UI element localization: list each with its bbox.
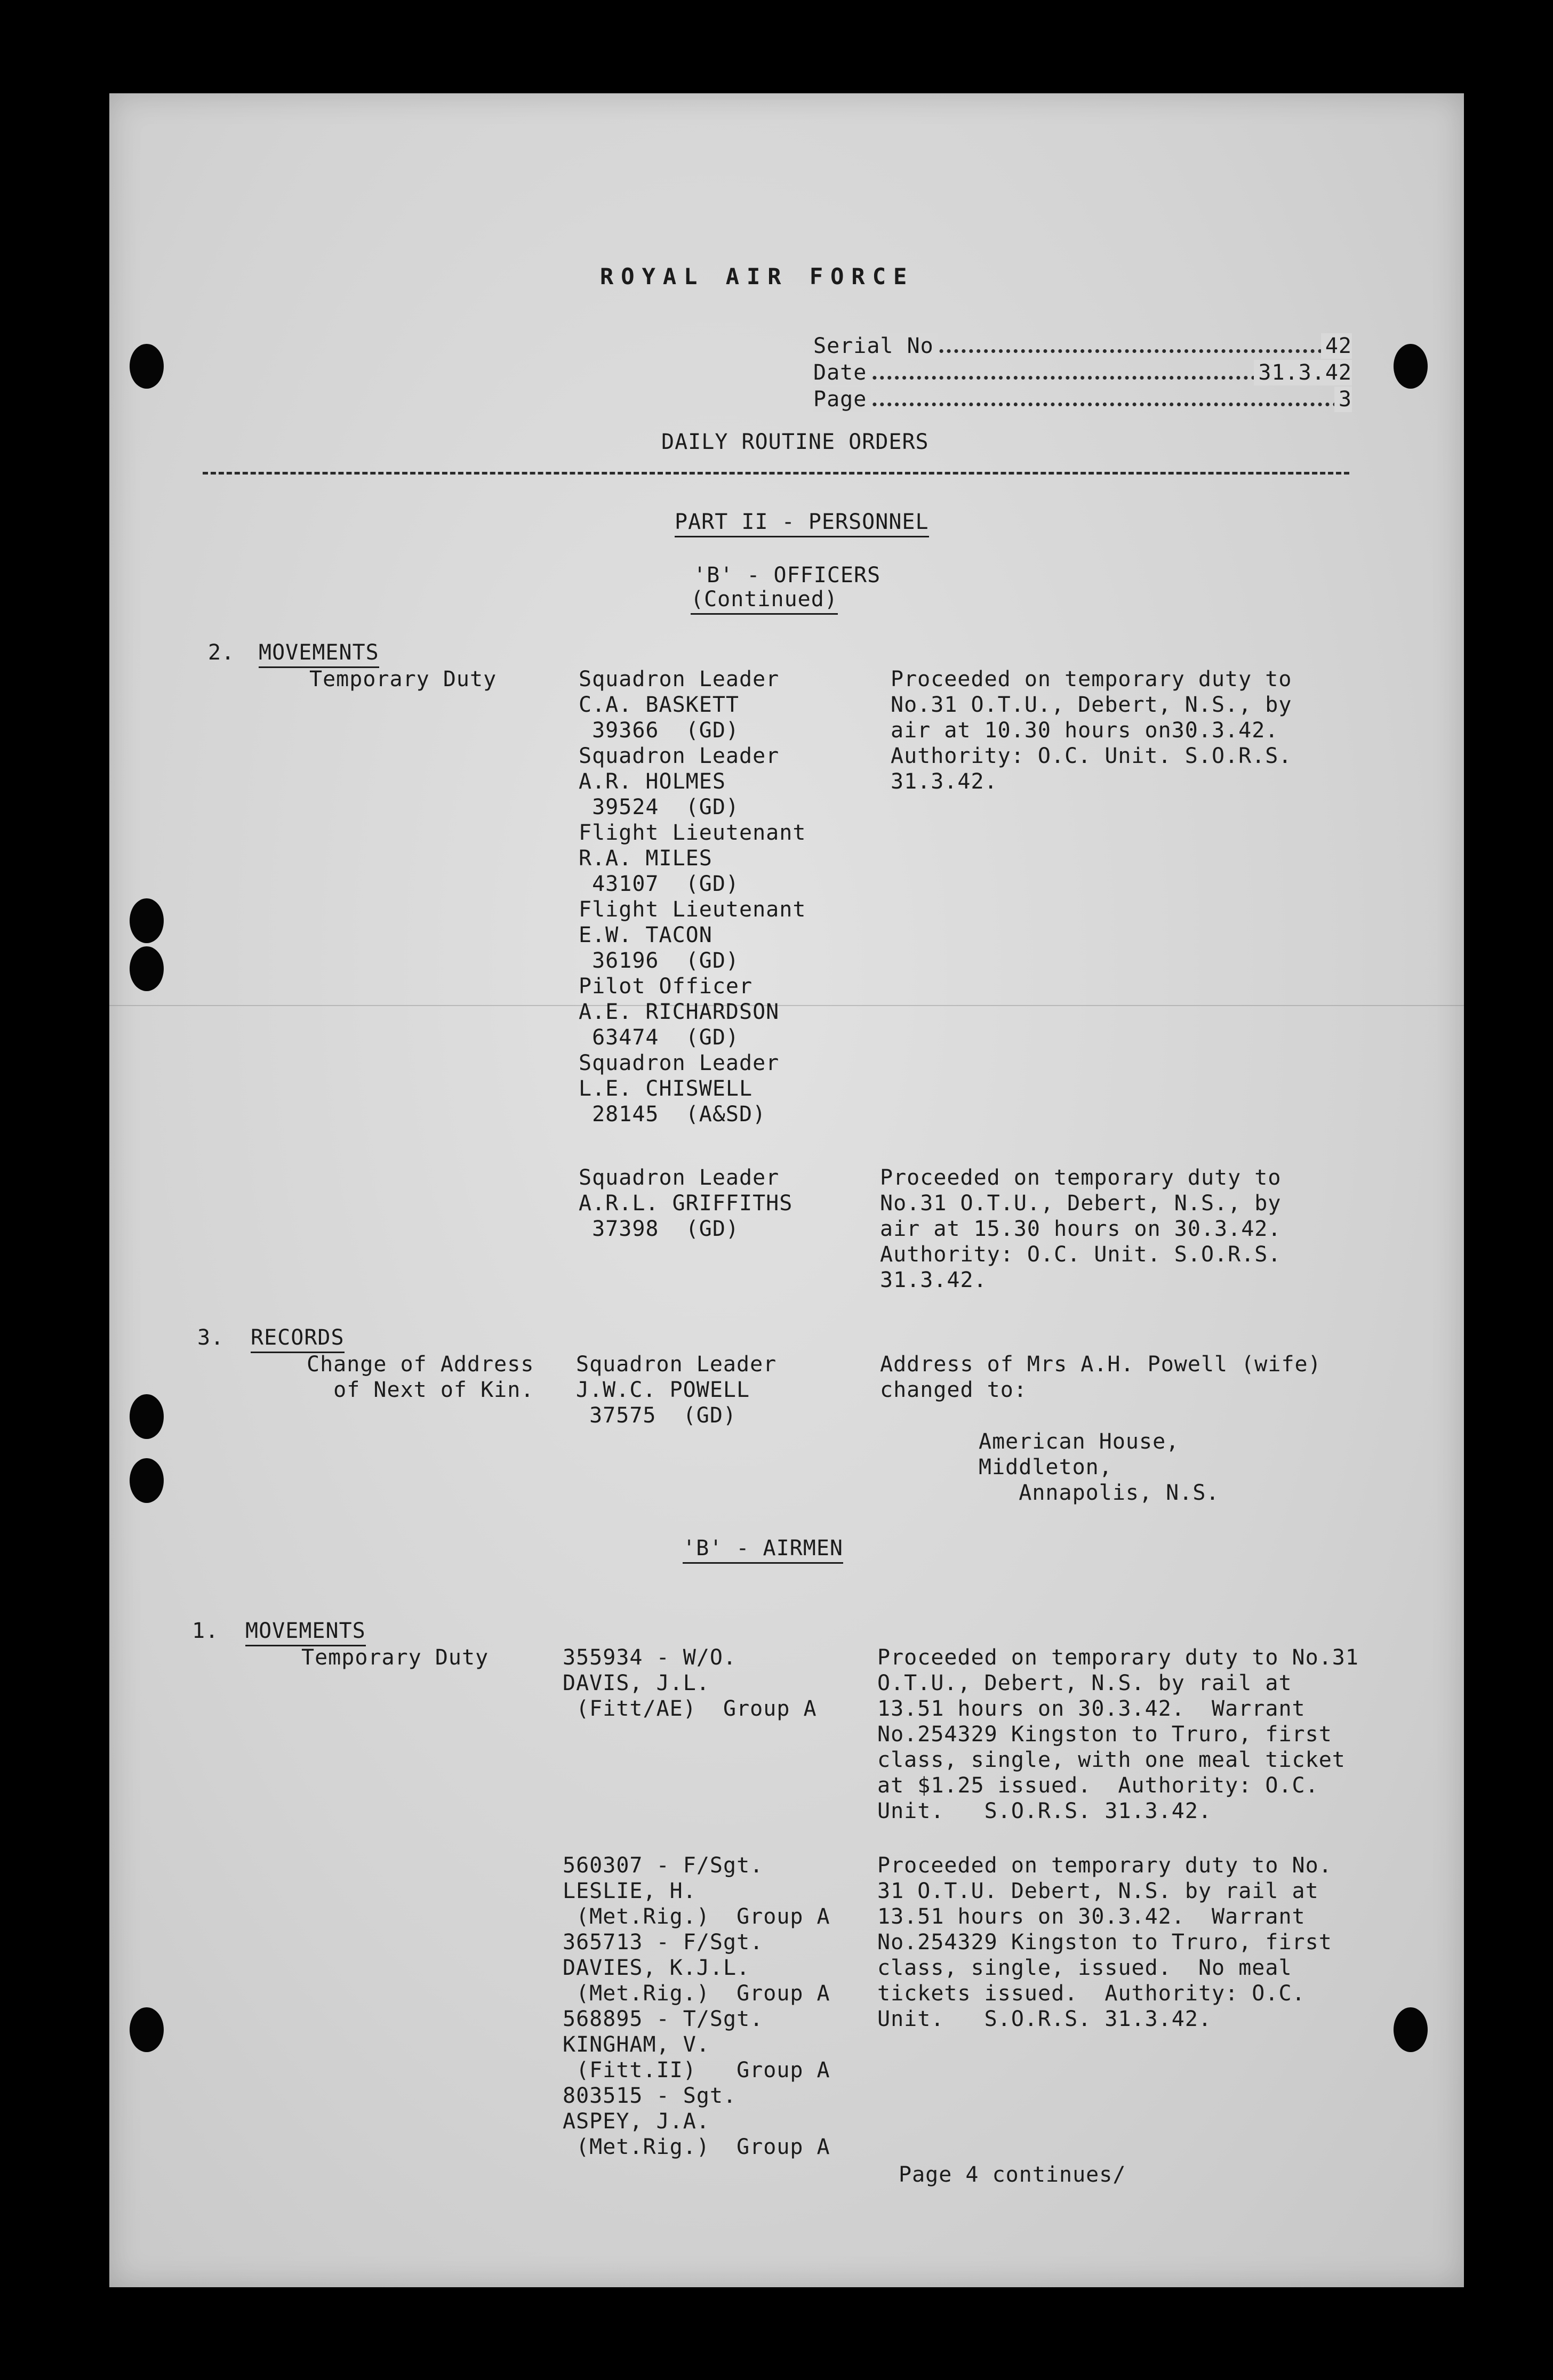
- punch-hole: [130, 1394, 164, 1439]
- officer-line: L.E. CHISWELL: [579, 1076, 753, 1101]
- remark-line: class, single, with one meal ticket: [877, 1748, 1346, 1772]
- remarks-group-1: [891, 666, 1292, 794]
- airman-line: (Fitt/AE) Group A: [563, 1696, 817, 1721]
- serial-line: [813, 333, 1352, 359]
- address-line: American House,: [979, 1429, 1180, 1454]
- officer-line: Squadron Leader: [579, 667, 780, 692]
- remark-line: No.254329 Kingston to Truro, first: [877, 1722, 1332, 1747]
- punch-hole: [1394, 344, 1428, 389]
- airmen-remarks-group-1: [877, 1645, 1359, 1824]
- airman-line: DAVIS, J.L.: [563, 1671, 710, 1695]
- subtitle-line: Change of Address: [307, 1352, 534, 1377]
- airman-line: 803515 - Sgt.: [563, 2084, 737, 2108]
- date-label: Date: [813, 360, 871, 385]
- officer-names-group-2: [579, 1165, 792, 1242]
- airmen-heading: 'B' - AIRMEN: [683, 1535, 843, 1564]
- document-title: DAILY ROUTINE ORDERS: [661, 430, 929, 454]
- remark-line: tickets issued. Authority: O.C.: [877, 1981, 1306, 2006]
- airman-line: (Met.Rig.) Group A: [563, 2135, 830, 2159]
- officer-line: A.R.L. GRIFFITHS: [579, 1191, 793, 1216]
- officer-line: C.A. BASKETT: [579, 693, 739, 717]
- remark-line: Proceeded on temporary duty to No.: [877, 1853, 1332, 1878]
- officer-line: Squadron Leader: [579, 1165, 780, 1190]
- address-line: Annapolis, N.S.: [979, 1481, 1220, 1505]
- officer-line: Squadron Leader: [579, 1051, 780, 1075]
- punch-hole: [130, 946, 164, 991]
- officer-line: 37398 (GD): [579, 1217, 739, 1241]
- date-line: [813, 360, 1352, 385]
- airman-line: 560307 - F/Sgt.: [563, 1853, 764, 1878]
- records-subtitle: [307, 1352, 534, 1403]
- officer-line: Squadron Leader: [579, 744, 780, 768]
- officer-line: Pilot Officer: [579, 974, 753, 999]
- officer-line: R.A. MILES: [579, 846, 713, 871]
- remark-line: 13.51 hours on 30.3.42. Warrant: [877, 1904, 1306, 1929]
- date-value: 31.3.42: [1254, 360, 1352, 385]
- new-address: [979, 1429, 1219, 1506]
- records-remarks: [880, 1352, 1322, 1403]
- officer-line: A.R. HOLMES: [579, 769, 726, 794]
- remark-line: O.T.U., Debert, N.S. by rail at: [877, 1671, 1292, 1695]
- officers-heading: 'B' - OFFICERS: [693, 563, 881, 588]
- airman-line: 365713 - F/Sgt.: [563, 1930, 764, 1955]
- airman-line: DAVIES, K.J.L.: [563, 1956, 750, 1980]
- page-label: Page: [813, 387, 871, 412]
- airman-line: KINGHAM, V.: [563, 2032, 710, 2057]
- punch-hole: [130, 2007, 164, 2052]
- punch-hole: [130, 1458, 164, 1503]
- remark-line: class, single, issued. No meal: [877, 1956, 1292, 1980]
- airmen-remarks-group-2: [877, 1853, 1332, 2032]
- remark-line: Proceeded on temporary duty to: [880, 1165, 1282, 1190]
- remark-line: No.31 O.T.U., Debert, N.S., by: [880, 1191, 1282, 1216]
- officer-line: 37575 (GD): [576, 1403, 737, 1428]
- remark-line: at $1.25 issued. Authority: O.C.: [877, 1773, 1319, 1798]
- remark-line: Unit. S.O.R.S. 31.3.42.: [877, 2007, 1212, 2031]
- remark-line: No.31 O.T.U., Debert, N.S., by: [891, 693, 1292, 717]
- remark-line: Address of Mrs A.H. Powell (wife): [880, 1352, 1322, 1377]
- officer-line: J.W.C. POWELL: [576, 1378, 750, 1402]
- officer-line: 36196 (GD): [579, 948, 739, 973]
- remark-line: Proceeded on temporary duty to: [891, 667, 1292, 692]
- part-title: PART II - PERSONNEL: [675, 509, 929, 537]
- officer-names-group-1: [579, 666, 806, 1127]
- remarks-group-2: [880, 1165, 1281, 1293]
- officers-continued: (Continued): [691, 586, 838, 615]
- officer-line: 39366 (GD): [579, 718, 739, 743]
- officer-line: 28145 (A&SD): [579, 1102, 766, 1127]
- airmen-names-group-1: [563, 1645, 817, 1722]
- remark-line: Proceeded on temporary duty to No.31: [877, 1645, 1359, 1670]
- airman-line: ASPEY, J.A.: [563, 2109, 710, 2134]
- airman-line: 355934 - W/O.: [563, 1645, 737, 1670]
- document-page: [109, 93, 1464, 2287]
- airman-line: (Met.Rig.) Group A: [563, 1981, 830, 2006]
- officer-line: 63474 (GD): [579, 1025, 739, 1050]
- page-value: 3: [1334, 387, 1352, 412]
- airman-line: 568895 - T/Sgt.: [563, 2007, 764, 2031]
- remark-line: 31.3.42.: [880, 1268, 987, 1292]
- officer-line: E.W. TACON: [579, 923, 713, 947]
- remark-line: 31 O.T.U. Debert, N.S. by rail at: [877, 1879, 1319, 1903]
- officer-line: 39524 (GD): [579, 795, 739, 819]
- remark-line: 13.51 hours on 30.3.42. Warrant: [877, 1696, 1306, 1721]
- section-subtitle: Temporary Duty: [309, 667, 497, 692]
- officer-line: 43107 (GD): [579, 872, 739, 896]
- address-line: Middleton,: [979, 1455, 1112, 1480]
- airman-line: (Met.Rig.) Group A: [563, 1904, 830, 1929]
- section-title: MOVEMENTS: [259, 640, 379, 668]
- section-subtitle: Temporary Duty: [301, 1645, 489, 1670]
- records-officer: [576, 1352, 776, 1428]
- org-heading: ROYAL AIR FORCE: [600, 263, 915, 290]
- section-title: RECORDS: [251, 1325, 345, 1353]
- leader-dots: [813, 403, 1352, 406]
- airman-line: LESLIE, H.: [563, 1879, 697, 1903]
- header-rule: [203, 472, 1349, 475]
- officer-line: A.E. RICHARDSON: [579, 1000, 780, 1024]
- punch-hole: [130, 898, 164, 943]
- remark-line: changed to:: [880, 1378, 1027, 1402]
- remark-line: Authority: O.C. Unit. S.O.R.S.: [880, 1242, 1282, 1267]
- officer-line: Flight Lieutenant: [579, 821, 806, 845]
- punch-hole: [130, 344, 164, 389]
- remark-line: air at 15.30 hours on 30.3.42.: [880, 1217, 1282, 1241]
- remark-line: Authority: O.C. Unit. S.O.R.S.: [891, 744, 1292, 768]
- serial-value: 42: [1321, 333, 1352, 359]
- section-number: 1.: [192, 1619, 219, 1643]
- remark-line: No.254329 Kingston to Truro, first: [877, 1930, 1332, 1955]
- subtitle-line: of Next of Kin.: [307, 1378, 534, 1402]
- page-line: [813, 387, 1352, 412]
- section-number: 3.: [197, 1325, 225, 1350]
- officer-line: Squadron Leader: [576, 1352, 777, 1377]
- airman-line: (Fitt.II) Group A: [563, 2058, 830, 2082]
- remark-line: Unit. S.O.R.S. 31.3.42.: [877, 1799, 1212, 1823]
- officer-line: Flight Lieutenant: [579, 897, 806, 922]
- airmen-names-group-2: [563, 1853, 830, 2160]
- remark-line: air at 10.30 hours on30.3.42.: [891, 718, 1279, 743]
- punch-hole: [1394, 2007, 1428, 2052]
- remark-line: 31.3.42.: [891, 769, 998, 794]
- section-number: 2.: [208, 640, 235, 665]
- section-title: MOVEMENTS: [245, 1618, 366, 1646]
- page-continues-note: Page 4 continues/: [899, 2162, 1126, 2187]
- serial-label: Serial No: [813, 333, 938, 359]
